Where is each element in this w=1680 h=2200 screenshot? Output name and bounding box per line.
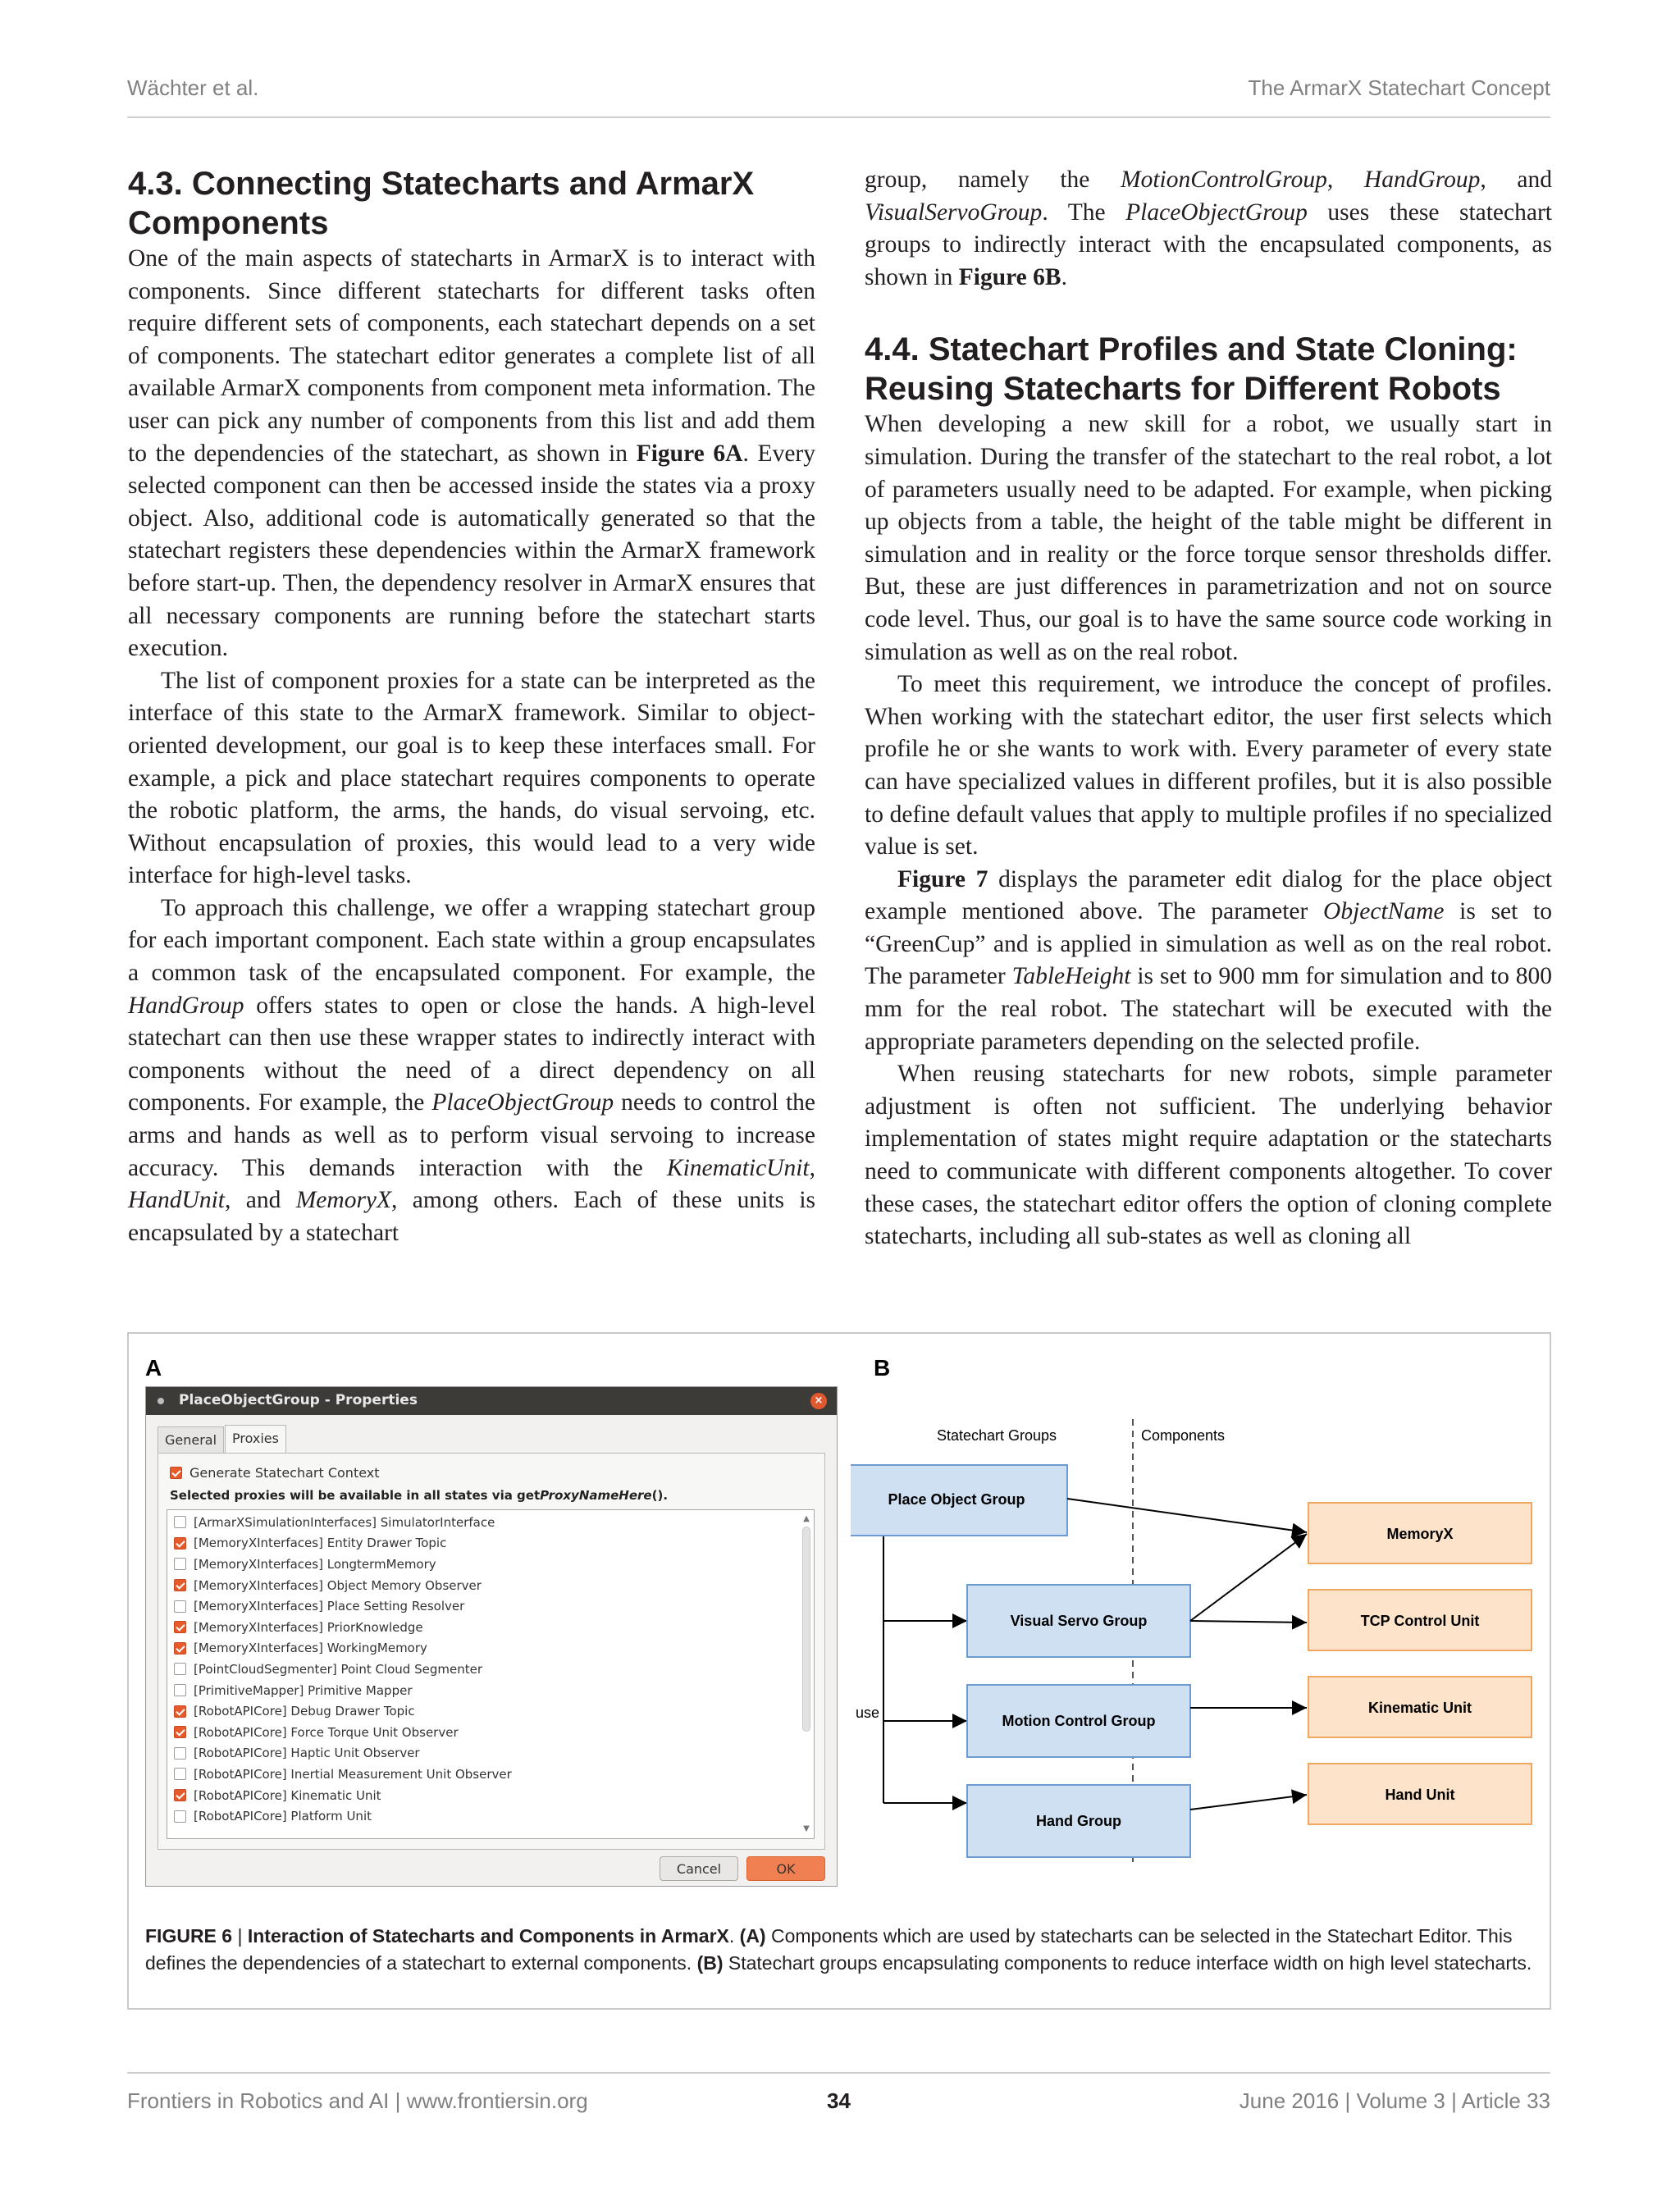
component-tcp-control-unit — [1308, 1590, 1532, 1650]
proxy-list-item[interactable] — [167, 1805, 814, 1827]
proxy-list-item[interactable] — [167, 1680, 814, 1701]
proxy-list-item[interactable] — [167, 1700, 814, 1722]
checkbox-checked-icon[interactable] — [174, 1579, 186, 1591]
component-kinematic-unit — [1308, 1677, 1532, 1737]
proxy-list-item[interactable] — [167, 1554, 814, 1575]
proxy-label: [MemoryXInterfaces] Object Memory Observer — [194, 1577, 482, 1593]
svg-text:Motion Control Group: Motion Control Group — [1002, 1713, 1156, 1729]
proxy-list-item[interactable] — [167, 1785, 814, 1806]
scroll-up-icon[interactable]: ▲ — [803, 1514, 810, 1523]
header-rule — [127, 116, 1550, 118]
ok-button[interactable]: OK — [746, 1856, 825, 1881]
component-memoryx — [1308, 1503, 1532, 1563]
proxy-label: [PrimitiveMapper] Primitive Mapper — [194, 1682, 413, 1698]
group-motion-control — [967, 1685, 1190, 1757]
proxy-list-item[interactable] — [167, 1617, 814, 1638]
svg-text:Place Object Group: Place Object Group — [888, 1491, 1025, 1508]
paragraph: To approach this challenge, we offer a wrapping statechart group for each important component. Each state within a group encapsulates a common task of the encapsulated component. For example, the HandGroup offers states to open or close the hands. A high-level statechart can then use these wrapper states to indirectly interact with components without the need of a direct dependency on all components. For example, the PlaceObjectGroup needs to control the arms and hands as well as to perform visual servoing to increase accuracy. This demands interaction with the KinematicUnit, HandUnit, and MemoryX, among others. Each of these units is encapsulated by a statechart — [128, 894, 815, 1246]
left-column — [128, 164, 815, 1249]
groups-heading: Statechart Groups — [936, 1427, 1057, 1444]
figure-6 — [127, 1332, 1551, 2010]
proxy-list-item[interactable] — [167, 1764, 814, 1785]
checkbox-icon[interactable] — [170, 1467, 182, 1479]
checkbox-checked-icon[interactable] — [174, 1537, 186, 1550]
paragraph: Figure 7 displays the parameter edit dialog for the place object example mentioned above. The parameter ObjectName is set to “GreenCup” and is applied in simulation as well as on the real robot. The parameter TableHeight is set to 900 mm for simulation and to 800 mm for the real robot. The statechart will be executed with the appropriate parameters depending on the selected profile. — [865, 865, 1552, 1055]
generate-context-checkbox[interactable]: Generate Statechart Context — [170, 1465, 380, 1481]
figure-reference[interactable]: Figure 6A — [636, 440, 743, 467]
checkbox-checked-icon[interactable] — [174, 1621, 186, 1633]
proxy-label: [RobotAPICore] Kinematic Unit — [194, 1787, 381, 1803]
scrollbar[interactable] — [801, 1513, 812, 1835]
proxies-pane — [158, 1453, 825, 1850]
footer-issue: June 2016 | Volume 3 | Article 33 — [1239, 2088, 1550, 2113]
checkbox-unchecked-icon[interactable] — [174, 1663, 186, 1675]
proxy-label: [RobotAPICore] Haptic Unit Observer — [194, 1746, 420, 1761]
panel-a-label: A — [145, 1355, 162, 1381]
footer-journal: Frontiers in Robotics and AI | www.frontiersin.org — [127, 2088, 588, 2113]
statechart-groups-diagram — [851, 1383, 1540, 1892]
tab-proxies[interactable]: Proxies — [225, 1425, 286, 1453]
arrow-place-to-memoryx — [1067, 1499, 1307, 1532]
section-heading-4-4: 4.4. Statechart Profiles and State Cloning: Reusing Statecharts for Different Robots — [865, 331, 1518, 408]
checkbox-checked-icon[interactable] — [174, 1705, 186, 1718]
paragraph: One of the main aspects of statecharts in ArmarX is to interact with components. Since different statecharts for different tasks often require different sets of components, each statechart depends on a set of components. The statechart editor generates a complete list of all available ArmarX components from component meta information. The user can pick any number of components from this list and add them to the dependencies of the statechart, as shown in Figure 6A. Every selected component can then be accessed inside the states via a proxy object. Also, additional code is automatically generated so that the statechart registers these dependencies within the ArmarX framework before start-up. Then, the dependency resolver in ArmarX ensures that all necessary components are running before the statechart starts execution. — [128, 245, 815, 662]
paragraph: To meet this requirement, we introduce the concept of profiles. When working with the statechart editor, the user first selects which profile he or she wants to work with. Every parameter of every state can have specialized values in different profiles, but it is also possible to define default values that apply to multiple profiles if no specialized value is set. — [865, 671, 1552, 860]
footer-rule — [127, 2072, 1550, 2074]
proxy-label: [MemoryXInterfaces] Entity Drawer Topic — [194, 1536, 447, 1551]
svg-text:Hand Unit: Hand Unit — [1385, 1787, 1455, 1803]
proxy-label: [ArmarXSimulationInterfaces] SimulatorInterface — [194, 1514, 495, 1530]
proxy-list-item[interactable] — [167, 1595, 814, 1617]
proxy-label: [MemoryXInterfaces] Place Setting Resolver — [194, 1599, 465, 1614]
section-heading-4-3: 4.3. Connecting Statecharts and ArmarX Components — [128, 166, 755, 241]
proxy-hint: Selected proxies will be available in all states via getProxyNameHere(). — [170, 1488, 669, 1503]
checkbox-unchecked-icon[interactable] — [174, 1747, 186, 1760]
proxy-list-item[interactable] — [167, 1533, 814, 1554]
checkbox-unchecked-icon[interactable] — [174, 1684, 186, 1696]
figure-reference[interactable]: Figure 6B — [958, 263, 1061, 290]
checkbox-checked-icon[interactable] — [174, 1789, 186, 1801]
proxy-list-item[interactable] — [167, 1575, 814, 1596]
checkbox-unchecked-icon[interactable] — [174, 1516, 186, 1528]
panel-b-label: B — [874, 1355, 891, 1381]
checkbox-unchecked-icon[interactable] — [174, 1768, 186, 1780]
proxy-label: [PointCloudSegmenter] Point Cloud Segmenter — [194, 1661, 482, 1677]
figure-reference[interactable]: Figure 7 — [897, 865, 988, 892]
scroll-down-icon[interactable]: ▼ — [803, 1824, 810, 1833]
scroll-thumb[interactable] — [802, 1527, 810, 1732]
proxy-label: [RobotAPICore] Inertial Measurement Unit Observer — [194, 1766, 512, 1782]
checkbox-unchecked-icon[interactable] — [174, 1600, 186, 1613]
proxy-list-item[interactable] — [167, 1638, 814, 1659]
proxy-list-item[interactable] — [167, 1722, 814, 1743]
proxy-label: [RobotAPICore] Platform Unit — [194, 1809, 372, 1824]
proxy-list-item[interactable] — [167, 1512, 814, 1533]
arrow-visual-to-tcp — [1190, 1621, 1307, 1623]
arrow-visual-to-memoryx — [1190, 1534, 1307, 1621]
paragraph: The list of component proxies for a state can be interpreted as the interface of this state to the ArmarX framework. Similar to object-oriented development, our goal is to keep these interfaces small. For example, a pick and place statechart requires components to operate the robotic platform, the arms, the hands, do visual servoing, etc. Without encapsulation of proxies, this would lead to a very wide interface for high-level tasks. — [128, 667, 815, 889]
proxy-label: [MemoryXInterfaces] WorkingMemory — [194, 1641, 427, 1656]
group-place-object — [851, 1465, 1067, 1536]
page-number: 34 — [827, 2088, 851, 2113]
figure-caption: FIGURE 6 | Interaction of Statecharts and Components in ArmarX. (A) Components which are used by statecharts can be selected in the Statechart Editor. This defines the dependencies of a statechart to external components. (B) Statechart groups encapsulating components to reduce interface width on high level statecharts. — [145, 1925, 1532, 1974]
use-label: use — [856, 1705, 880, 1721]
arrow-hand-to-hand-unit — [1190, 1795, 1307, 1810]
checkbox-unchecked-icon[interactable] — [174, 1810, 186, 1823]
tab-general[interactable]: General — [158, 1426, 224, 1453]
group-hand — [967, 1785, 1190, 1857]
dialog-titlebar[interactable] — [146, 1387, 837, 1415]
proxy-label: [MemoryXInterfaces] LongtermMemory — [194, 1556, 436, 1572]
svg-text:Visual Servo Group: Visual Servo Group — [1010, 1613, 1148, 1629]
checkbox-checked-icon[interactable] — [174, 1726, 186, 1738]
svg-text:TCP Control Unit: TCP Control Unit — [1360, 1613, 1480, 1629]
svg-text:Kinematic Unit: Kinematic Unit — [1367, 1700, 1472, 1716]
paragraph: When developing a new skill for a robot, we usually start in simulation. During the transfer of the statechart to the real robot, a lot of parameters usually need to be adapted. For example, when picking up objects from a table, the height of the table might be different in simulation and in reality or the force torque sensor thresholds differ. But, these are just differences in parametrization and not on source code level. Thus, our goal is to have the same source code working in simulation as well as on the real robot. — [865, 411, 1552, 665]
proxy-label: [MemoryXInterfaces] PriorKnowledge — [194, 1619, 423, 1635]
close-icon[interactable]: × — [810, 1393, 827, 1409]
group-visual-servo — [967, 1585, 1190, 1657]
svg-text:Hand Group: Hand Group — [1036, 1813, 1121, 1829]
proxy-label: [RobotAPICore] Force Torque Unit Observer — [194, 1724, 459, 1740]
proxy-label: [RobotAPICore] Debug Drawer Topic — [194, 1704, 415, 1719]
running-header-title: The ArmarX Statechart Concept — [1248, 75, 1550, 100]
right-column — [865, 164, 1552, 1253]
components-heading: Components — [1140, 1427, 1226, 1444]
svg-text:MemoryX: MemoryX — [1386, 1526, 1454, 1542]
component-hand-unit — [1308, 1764, 1532, 1824]
proxy-list[interactable] — [167, 1509, 815, 1839]
paragraph: group, namely the MotionControlGroup, HandGroup, and VisualServoGroup. The PlaceObjectGroup uses these statechart groups to indirectly interact with the encapsulated components, as shown in Figure 6B. — [865, 167, 1553, 290]
cancel-button[interactable]: Cancel — [660, 1856, 738, 1881]
properties-dialog — [145, 1386, 838, 1887]
proxy-list-item[interactable] — [167, 1743, 814, 1764]
checkbox-unchecked-icon[interactable] — [174, 1558, 186, 1570]
paragraph: When reusing statecharts for new robots, simple parameter adjustment is often not sufficient. The underlying behavior implementation of states might require adaptation or the statecharts need to communicate with different components altogether. To cover these cases, the statechart editor offers the option of cloning complete statecharts, including all sub-states as well as cloning all — [865, 1061, 1552, 1250]
running-header-authors: Wächter et al. — [127, 75, 259, 100]
proxy-list-item[interactable] — [167, 1659, 814, 1680]
dialog-title: PlaceObjectGroup - Properties — [179, 1392, 418, 1408]
window-menu-icon[interactable] — [158, 1398, 164, 1404]
checkbox-checked-icon[interactable] — [174, 1642, 186, 1655]
